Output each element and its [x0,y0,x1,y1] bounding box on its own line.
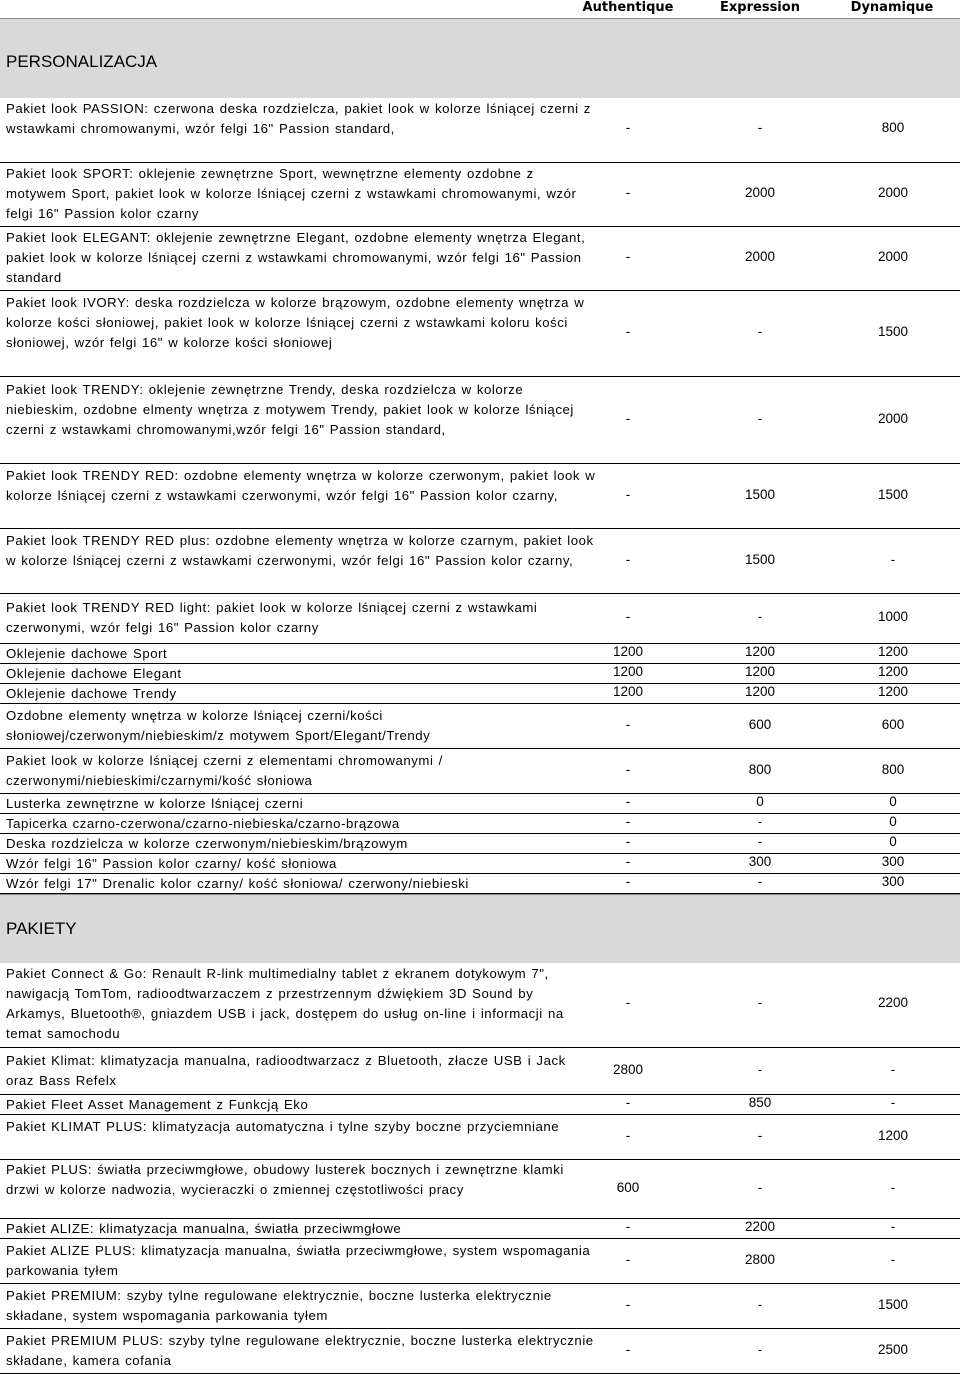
option-description: Pakiet look w kolorze lśniącej czerni z elementami chromowanymi / czerwonymi/niebieskimi/czarnymi/kość słoniowa [6,752,443,788]
option-description: Pakiet look TRENDY RED plus: ozdobne elementy wnętrza w kolorze czarnym, pakiet look w kolorze lśniącej czerni z wstawkami czerwonymi, wzór felgi 16" Passion kolor czarny, [6,532,594,568]
table-row [0,962,960,1048]
price-dynamique: 600 [881,717,905,732]
price-expression: 0 [756,794,764,809]
price-expression: 1200 [744,664,776,679]
price-expression: 2000 [744,185,776,200]
price-dynamique: 1200 [877,1128,909,1143]
table-row [0,291,960,377]
price-dynamique: - [890,552,896,567]
option-description: Lusterka zewnętrzne w kolorze lśniącej czerni [6,796,304,811]
table-row [0,464,960,529]
table-row [0,1219,960,1239]
option-description: Pakiet Klimat: klimatyzacja manualna, radioodtwarzacz z Bluetooth, złacze USB i Jack oraz Bass Refelx [6,1052,566,1088]
price-expression: 600 [748,717,772,732]
price-dynamique: 1200 [877,644,909,659]
option-description: Pakiet ALIZE PLUS: klimatyzacja manualna, światła przeciwmgłowe, system wspomagania parkowania tyłem [6,1242,591,1278]
table-row [0,684,960,704]
price-dynamique: - [890,1252,896,1267]
price-authentique: 1200 [612,684,644,699]
section-title: PAKIETY [6,919,77,938]
price-dynamique: - [890,1062,896,1077]
column-header-authentique: Authentique [582,0,674,15]
price-authentique: - [625,1219,631,1234]
price-dynamique: 1200 [877,684,909,699]
price-authentique: - [625,487,631,502]
table-row [0,97,960,163]
option-description: Pakiet look TRENDY RED: ozdobne elementy wnętrza w kolorze czerwonym, pakiet look w kolorze lśniącej czerni z wstawkami czerwonymi, wzór felgi 16" Passion kolor czarny, [6,467,596,503]
price-dynamique: 2200 [877,995,909,1010]
price-authentique: - [625,1297,631,1312]
price-authentique: - [625,324,631,339]
option-description: Pakiet Connect & Go: Renault R-link multimedialny tablet z ekranem dotykowym 7", nawigacją TomTom, radioodtwarzaczem z przestrzennym dźwiękiem 3D Sound by Arkamys, Bluetooth®, gniazdem USB i jack, dostępem do usług on-line i informacji na temat samochodu [6,966,564,1041]
section-header [0,18,960,98]
table-row [0,704,960,749]
price-expression: - [757,609,763,624]
price-dynamique: 1500 [877,487,909,502]
price-authentique: - [625,834,631,849]
price-dynamique: 2000 [877,411,909,426]
table-row [0,594,960,644]
option-description: Tapicerka czarno-czerwona/czarno-niebieska/czarno-brązowa [6,816,400,831]
price-dynamique: 2000 [877,185,909,200]
price-expression: - [757,1342,763,1357]
option-description: Oklejenie dachowe Elegant [6,666,182,681]
price-authentique: - [625,874,631,889]
price-authentique: 1200 [612,664,644,679]
price-expression: - [757,120,763,135]
price-authentique: - [625,762,631,777]
price-expression: 850 [748,1095,772,1110]
price-authentique: 600 [616,1180,640,1195]
price-authentique: - [625,249,631,264]
option-description: Pakiet look TRENDY RED light: pakiet look w kolorze lśniącej czerni z wstawkami czerwonymi, wzór felgi 16" Passion kolor czarny [6,600,538,635]
price-authentique: - [625,717,631,732]
table-row [0,1239,960,1284]
price-authentique: 1200 [612,644,644,659]
price-dynamique: 2500 [877,1342,909,1357]
price-authentique: - [625,814,631,829]
price-expression: - [757,1180,763,1195]
table-row [0,1095,960,1115]
table-row [0,1329,960,1374]
table-row [0,814,960,834]
price-authentique: - [625,1095,631,1110]
price-authentique: - [625,609,631,624]
price-authentique: - [625,411,631,426]
price-dynamique: - [890,1219,896,1234]
price-dynamique: 1200 [877,664,909,679]
option-description: Wzór felgi 16" Passion kolor czarny/ kość słoniowa [6,856,337,871]
table-row [0,664,960,684]
price-dynamique: 300 [881,874,905,889]
price-dynamique: 0 [889,834,897,849]
price-authentique: 2800 [612,1062,644,1077]
price-expression: 2000 [744,249,776,264]
price-expression: - [757,411,763,426]
section-header [0,894,960,963]
price-expression: 300 [748,854,772,869]
column-headers [0,0,960,17]
price-expression: - [757,874,763,889]
table-row [0,834,960,854]
price-expression: - [757,834,763,849]
table-row [0,854,960,874]
price-dynamique: 800 [881,120,905,135]
option-description: Pakiet PREMIUM: szyby tylne regulowane elektrycznie, boczne lusterka elektrycznie składane, system wspomagania parkowania tyłem [6,1287,552,1323]
price-expression: - [757,324,763,339]
table-row [0,227,960,291]
price-authentique: - [625,1128,631,1143]
option-description: Pakiet Fleet Asset Management z Funkcją Eko [6,1097,309,1112]
table-row [0,1284,960,1329]
price-dynamique: 0 [889,814,897,829]
price-dynamique: 1000 [877,609,909,624]
option-description: Oklejenie dachowe Trendy [6,686,177,701]
table-row [0,377,960,464]
table-row [0,874,960,894]
price-dynamique: 2000 [877,249,909,264]
option-description: Pakiet look ELEGANT: oklejenie zewnętrzne Elegant, ozdobne elementy wnętrza Elegant, pakiet look w kolorze lśniącej czerni z wstawkami chromowanymi, wzór felgi 16" Passion standard [6,230,586,285]
price-authentique: - [625,854,631,869]
price-dynamique: 1500 [877,324,909,339]
price-expression: 2800 [744,1252,776,1267]
option-description: Pakiet look IVORY: deska rozdzielcza w kolorze brązowym, ozdobne elementy wnętrza w kolorze kości słoniowej, pakiet look w kolorze lśniącej czerni z wstawkami koloru kości słoniowej, wzór felgi 16" w kolorze kości słoniowej [6,295,585,350]
option-description: Pakiet look TRENDY: oklejenie zewnętrzne Trendy, deska rozdzielcza w kolorze niebieskim, ozdobne elmenty wnętrza z motywem Trendy, pakiet look w kolorze lśniącej czerni z wstawkami chromowanymi,wzór felgi 16" Passion standard, [6,381,574,437]
price-dynamique: 1500 [877,1297,909,1312]
option-description: Pakiet look PASSION: czerwona deska rozdzielcza, pakiet look w kolorze lśniącej czerni z wstawkami chromowanymi, wzór felgi 16" Passion standard, [6,101,591,136]
price-expression: - [757,1128,763,1143]
section-title: PERSONALIZACJA [6,52,158,71]
price-dynamique: 800 [881,762,905,777]
price-authentique: - [625,552,631,567]
price-expression: - [757,995,763,1010]
column-header-expression: Expression [720,0,800,15]
option-description: Pakiet PLUS: światła przeciwmgłowe, obudowy lusterek bocznych i zewnętrzne klamki drzwi w kolorze nadwozia, wycieraczki o zmiennej częstotliwości pracy [6,1162,564,1197]
price-expression: - [757,1062,763,1077]
table-row [0,794,960,814]
option-description: Pakiet KLIMAT PLUS: klimatyzacja automatyczna i tylne szyby boczne przyciemniane [6,1118,560,1134]
table-row [0,1115,960,1160]
price-expression: 2200 [744,1219,776,1234]
price-authentique: - [625,1252,631,1267]
price-dynamique: 300 [881,854,905,869]
price-expression: 1500 [744,552,776,567]
price-dynamique: 0 [889,794,897,809]
option-description: Pakiet look SPORT: oklejenie zewnętrzne Sport, wewnętrzne elementy ozdobne z motywem Sport, pakiet look w kolorze lśniącej czerni z wstawkami chromowanymi, wzór felgi 16" Passion kolor czarny [6,166,577,221]
price-authentique: - [625,995,631,1010]
option-description: Oklejenie dachowe Sport [6,646,168,661]
price-authentique: - [625,1342,631,1357]
price-expression: 1200 [744,684,776,699]
table-row [0,529,960,594]
table-row [0,163,960,227]
option-description: Ozdobne elementy wnętrza w kolorze lśniącej czerni/kości słoniowej/czerwonym/niebieskim/z motywem Sport/Elegant/Trendy [6,707,431,743]
option-description: Pakiet ALIZE: klimatyzacja manualna, światła przeciwmgłowe [6,1221,402,1236]
option-description: Pakiet PREMIUM PLUS: szyby tylne regulowane elektrycznie, boczne lusterka elektrycznie składane, kamera cofania [6,1332,594,1368]
price-expression: - [757,814,763,829]
table-row [0,1048,960,1095]
price-authentique: - [625,185,631,200]
price-expression: - [757,1297,763,1312]
price-expression: 1200 [744,644,776,659]
price-dynamique: - [890,1180,896,1195]
table-row [0,644,960,664]
price-expression: 800 [748,762,772,777]
option-description: Deska rozdzielcza w kolorze czerwonym/niebieskim/brązowym [6,836,408,851]
price-dynamique: - [890,1095,896,1110]
option-description: Wzór felgi 17" Drenalic kolor czarny/ kość słoniowa/ czerwony/niebieski [6,876,469,891]
column-header-dynamique: Dynamique [850,0,934,15]
table-row [0,1160,960,1219]
price-expression: 1500 [744,487,776,502]
price-authentique: - [625,794,631,809]
price-authentique: - [625,120,631,135]
table-row [0,749,960,794]
